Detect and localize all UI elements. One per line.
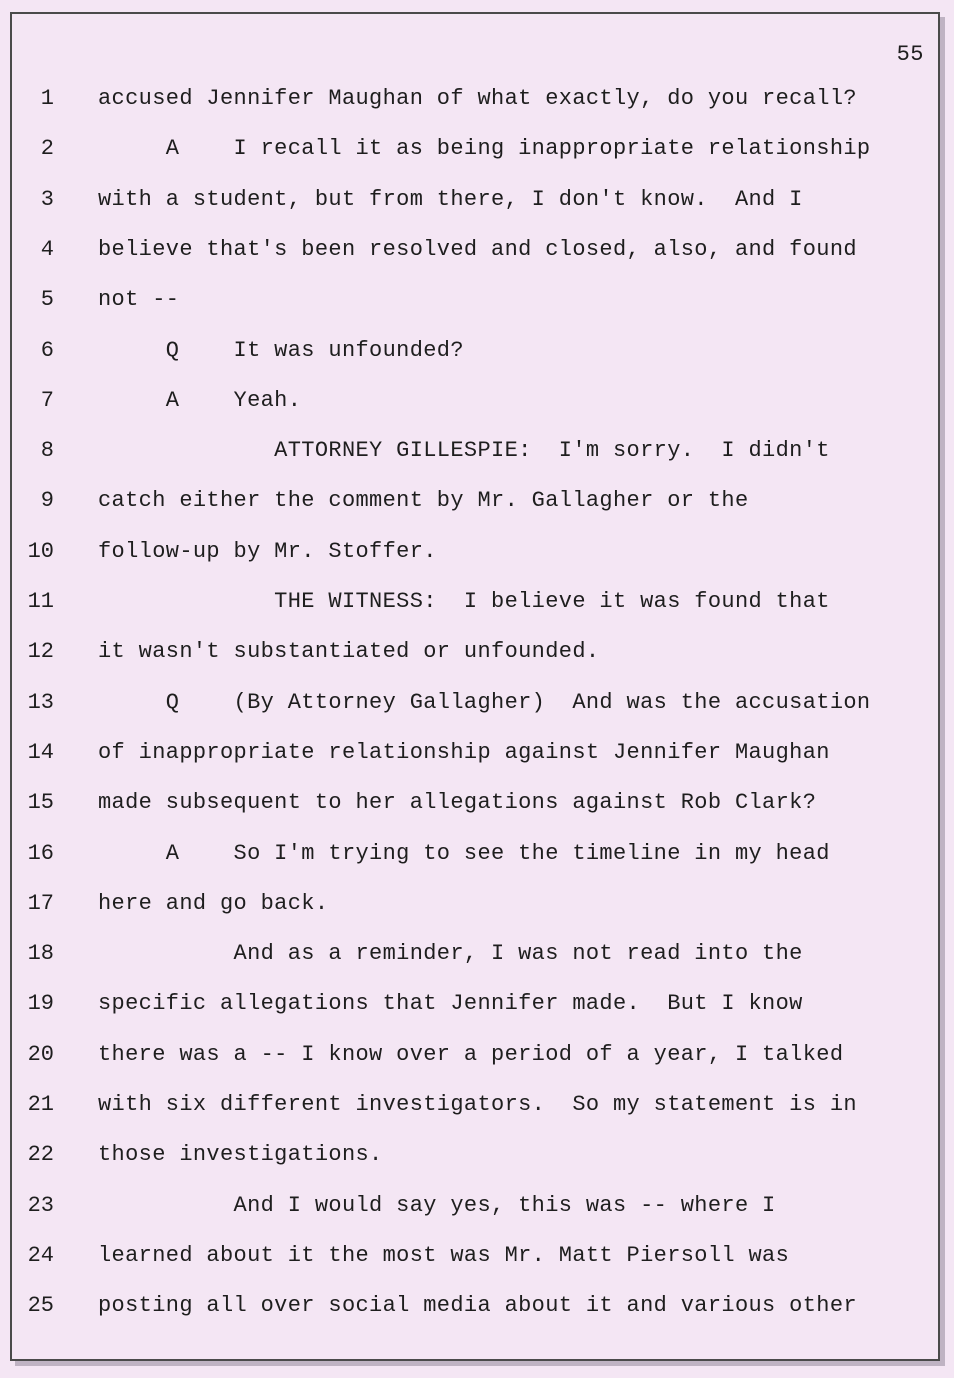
line-text: ATTORNEY GILLESPIE: I'm sorry. I didn't xyxy=(98,438,830,464)
line-text: And as a reminder, I was not read into the xyxy=(98,941,803,967)
line-text: it wasn't substantiated or unfounded. xyxy=(98,639,600,665)
line-number: 25 xyxy=(27,1293,54,1319)
transcript-line xyxy=(12,740,938,770)
line-text: Q It was unfounded? xyxy=(98,337,464,363)
line-number: 4 xyxy=(40,236,54,262)
line-text: with a student, but from there, I don't know. And I xyxy=(98,186,803,212)
page-number: 55 xyxy=(896,42,924,67)
line-number: 16 xyxy=(27,840,54,866)
line-text: A So I'm trying to see the timeline in my head xyxy=(98,840,830,866)
line-number: 24 xyxy=(27,1242,54,1268)
transcript-line xyxy=(12,790,938,820)
line-number: 20 xyxy=(27,1041,54,1067)
line-text: catch either the comment by Mr. Gallagher or the xyxy=(98,488,749,514)
transcript-line xyxy=(12,841,938,871)
line-number: 12 xyxy=(27,639,54,665)
line-text: here and go back. xyxy=(98,890,329,916)
line-number: 17 xyxy=(27,890,54,916)
transcript-line xyxy=(12,539,938,569)
transcript-page xyxy=(10,12,940,1361)
transcript-line xyxy=(12,639,938,669)
transcript-line xyxy=(12,690,938,720)
transcript-line xyxy=(12,488,938,518)
line-number: 6 xyxy=(40,337,54,363)
line-text: specific allegations that Jennifer made. But I know xyxy=(98,991,803,1017)
line-text: A I recall it as being inappropriate relationship xyxy=(98,136,871,162)
line-number: 8 xyxy=(40,438,54,464)
line-text: A Yeah. xyxy=(98,387,302,413)
transcript-line xyxy=(12,438,938,468)
line-number: 13 xyxy=(27,689,54,715)
line-text: And I would say yes, this was -- where I xyxy=(98,1192,776,1218)
line-number: 9 xyxy=(40,488,54,514)
line-number: 22 xyxy=(27,1142,54,1168)
line-text: Q (By Attorney Gallagher) And was the accusation xyxy=(98,689,871,715)
transcript-line xyxy=(12,187,938,217)
transcript-line xyxy=(12,1293,938,1323)
line-text: made subsequent to her allegations against Rob Clark? xyxy=(98,790,817,816)
transcript-line xyxy=(12,1193,938,1223)
line-text: with six different investigators. So my statement is in xyxy=(98,1092,857,1117)
transcript-line xyxy=(12,1042,938,1072)
transcript-line xyxy=(12,136,938,166)
line-number: 2 xyxy=(40,136,54,162)
line-text: there was a -- I know over a period of a year, I talked xyxy=(98,1041,844,1067)
transcript-line xyxy=(12,86,938,116)
transcript-line xyxy=(12,1092,938,1122)
line-text: posting all over social media about it and various other xyxy=(98,1293,857,1319)
line-number: 21 xyxy=(27,1092,54,1117)
line-number: 5 xyxy=(40,287,54,313)
line-number: 19 xyxy=(27,991,54,1017)
line-number: 14 xyxy=(27,739,54,765)
line-text: follow-up by Mr. Stoffer. xyxy=(98,538,437,564)
transcript-line xyxy=(12,1142,938,1172)
transcript-line xyxy=(12,589,938,619)
line-number: 1 xyxy=(40,86,54,111)
line-number: 23 xyxy=(27,1192,54,1218)
line-number: 10 xyxy=(27,538,54,564)
line-number: 15 xyxy=(27,790,54,816)
line-text: not -- xyxy=(98,287,180,313)
line-text: accused Jennifer Maughan of what exactly, do you recall? xyxy=(98,86,857,111)
transcript-line xyxy=(12,941,938,971)
transcript-line xyxy=(12,237,938,267)
line-text: learned about it the most was Mr. Matt Piersoll was xyxy=(98,1242,790,1268)
line-text: those investigations. xyxy=(98,1142,383,1168)
line-number: 18 xyxy=(27,941,54,967)
line-number: 11 xyxy=(27,589,54,614)
transcript-line xyxy=(12,388,938,418)
transcript-line xyxy=(12,1243,938,1273)
transcript-line xyxy=(12,891,938,921)
line-text: believe that's been resolved and closed, also, and found xyxy=(98,236,857,262)
transcript-line xyxy=(12,991,938,1021)
transcript-line xyxy=(12,287,938,317)
line-text: of inappropriate relationship against Jennifer Maughan xyxy=(98,739,830,765)
line-number: 7 xyxy=(40,387,54,413)
line-number: 3 xyxy=(40,186,54,212)
line-text: THE WITNESS: I believe it was found that xyxy=(98,589,830,614)
transcript-line xyxy=(12,338,938,368)
